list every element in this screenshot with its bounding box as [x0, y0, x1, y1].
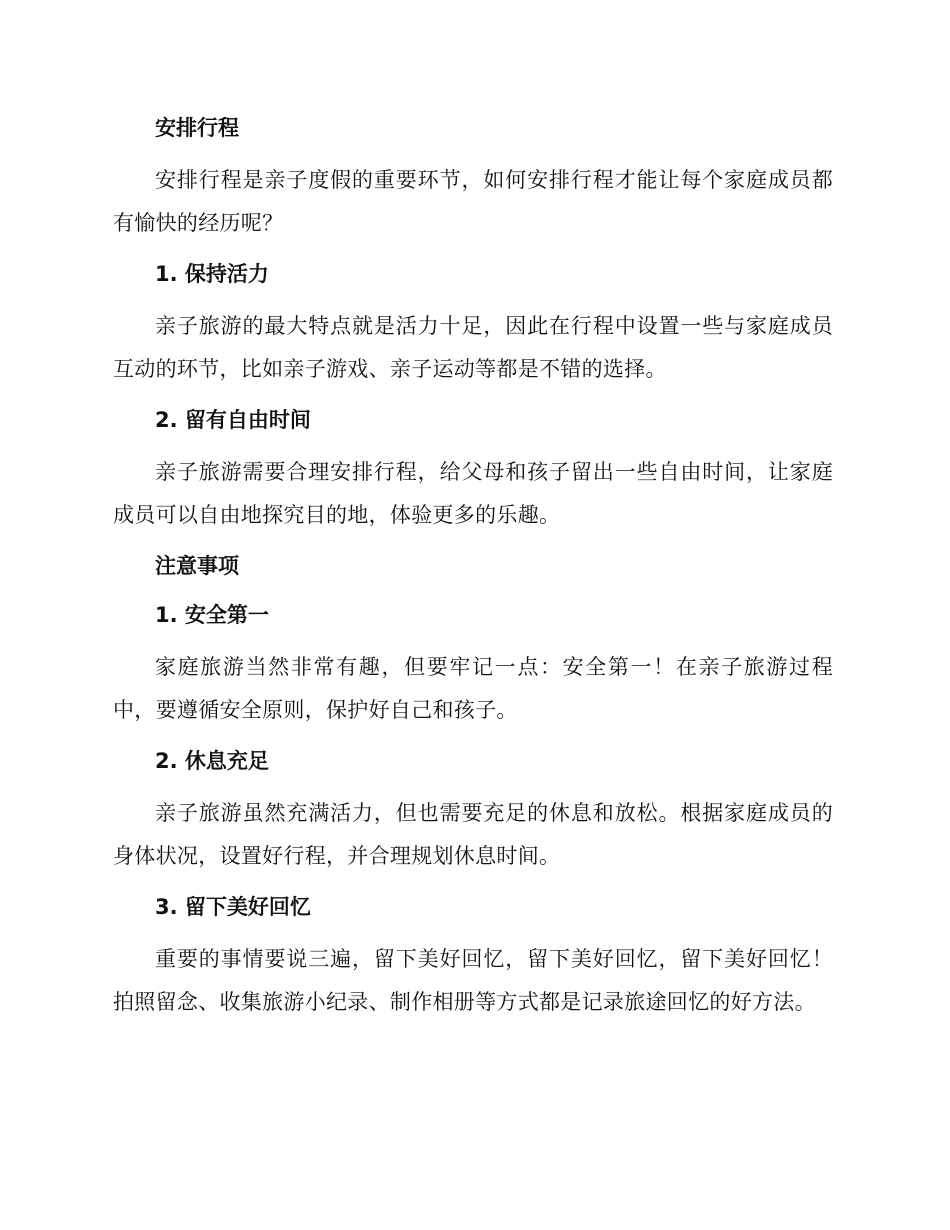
paragraph-keep-active: 亲子旅游的最大特点就是活力十足，因此在行程中设置一些与家庭成员互动的环节，比如亲子游戏、亲子运动等都是不错的选择。 — [113, 314, 833, 381]
subheading-keep-active: 1. 保持活力 — [155, 262, 269, 286]
section-heading-notes: 注意事项 — [155, 554, 239, 578]
section-heading-itinerary: 安排行程 — [155, 116, 239, 140]
paragraph-safety-first: 家庭旅游当然非常有趣，但要牢记一点：安全第一！在亲子旅游过程中，要遵循安全原则，保护好自己和孩子。 — [113, 655, 833, 722]
subheading-memories: 3. 留下美好回忆 — [155, 895, 311, 919]
paragraph-memories: 重要的事情要说三遍，留下美好回忆，留下美好回忆，留下美好回忆！拍照留念、收集旅游小纪录、制作相册等方式都是记录旅途回忆的好方法。 — [113, 947, 833, 1014]
paragraph-itinerary-intro: 安排行程是亲子度假的重要环节，如何安排行程才能让每个家庭成员都有愉快的经历呢？ — [113, 168, 833, 235]
paragraph-enough-rest: 亲子旅游虽然充满活力，但也需要充足的休息和放松。根据家庭成员的身体状况，设置好行程，并合理规划休息时间。 — [113, 801, 833, 868]
subheading-safety-first: 1. 安全第一 — [155, 603, 269, 627]
paragraph-free-time: 亲子旅游需要合理安排行程，给父母和孩子留出一些自由时间，让家庭成员可以自由地探究目的地，体验更多的乐趣。 — [113, 460, 833, 527]
document-body — [113, 108, 833, 1024]
subheading-enough-rest: 2. 休息充足 — [155, 749, 269, 773]
subheading-free-time: 2. 留有自由时间 — [155, 408, 311, 432]
